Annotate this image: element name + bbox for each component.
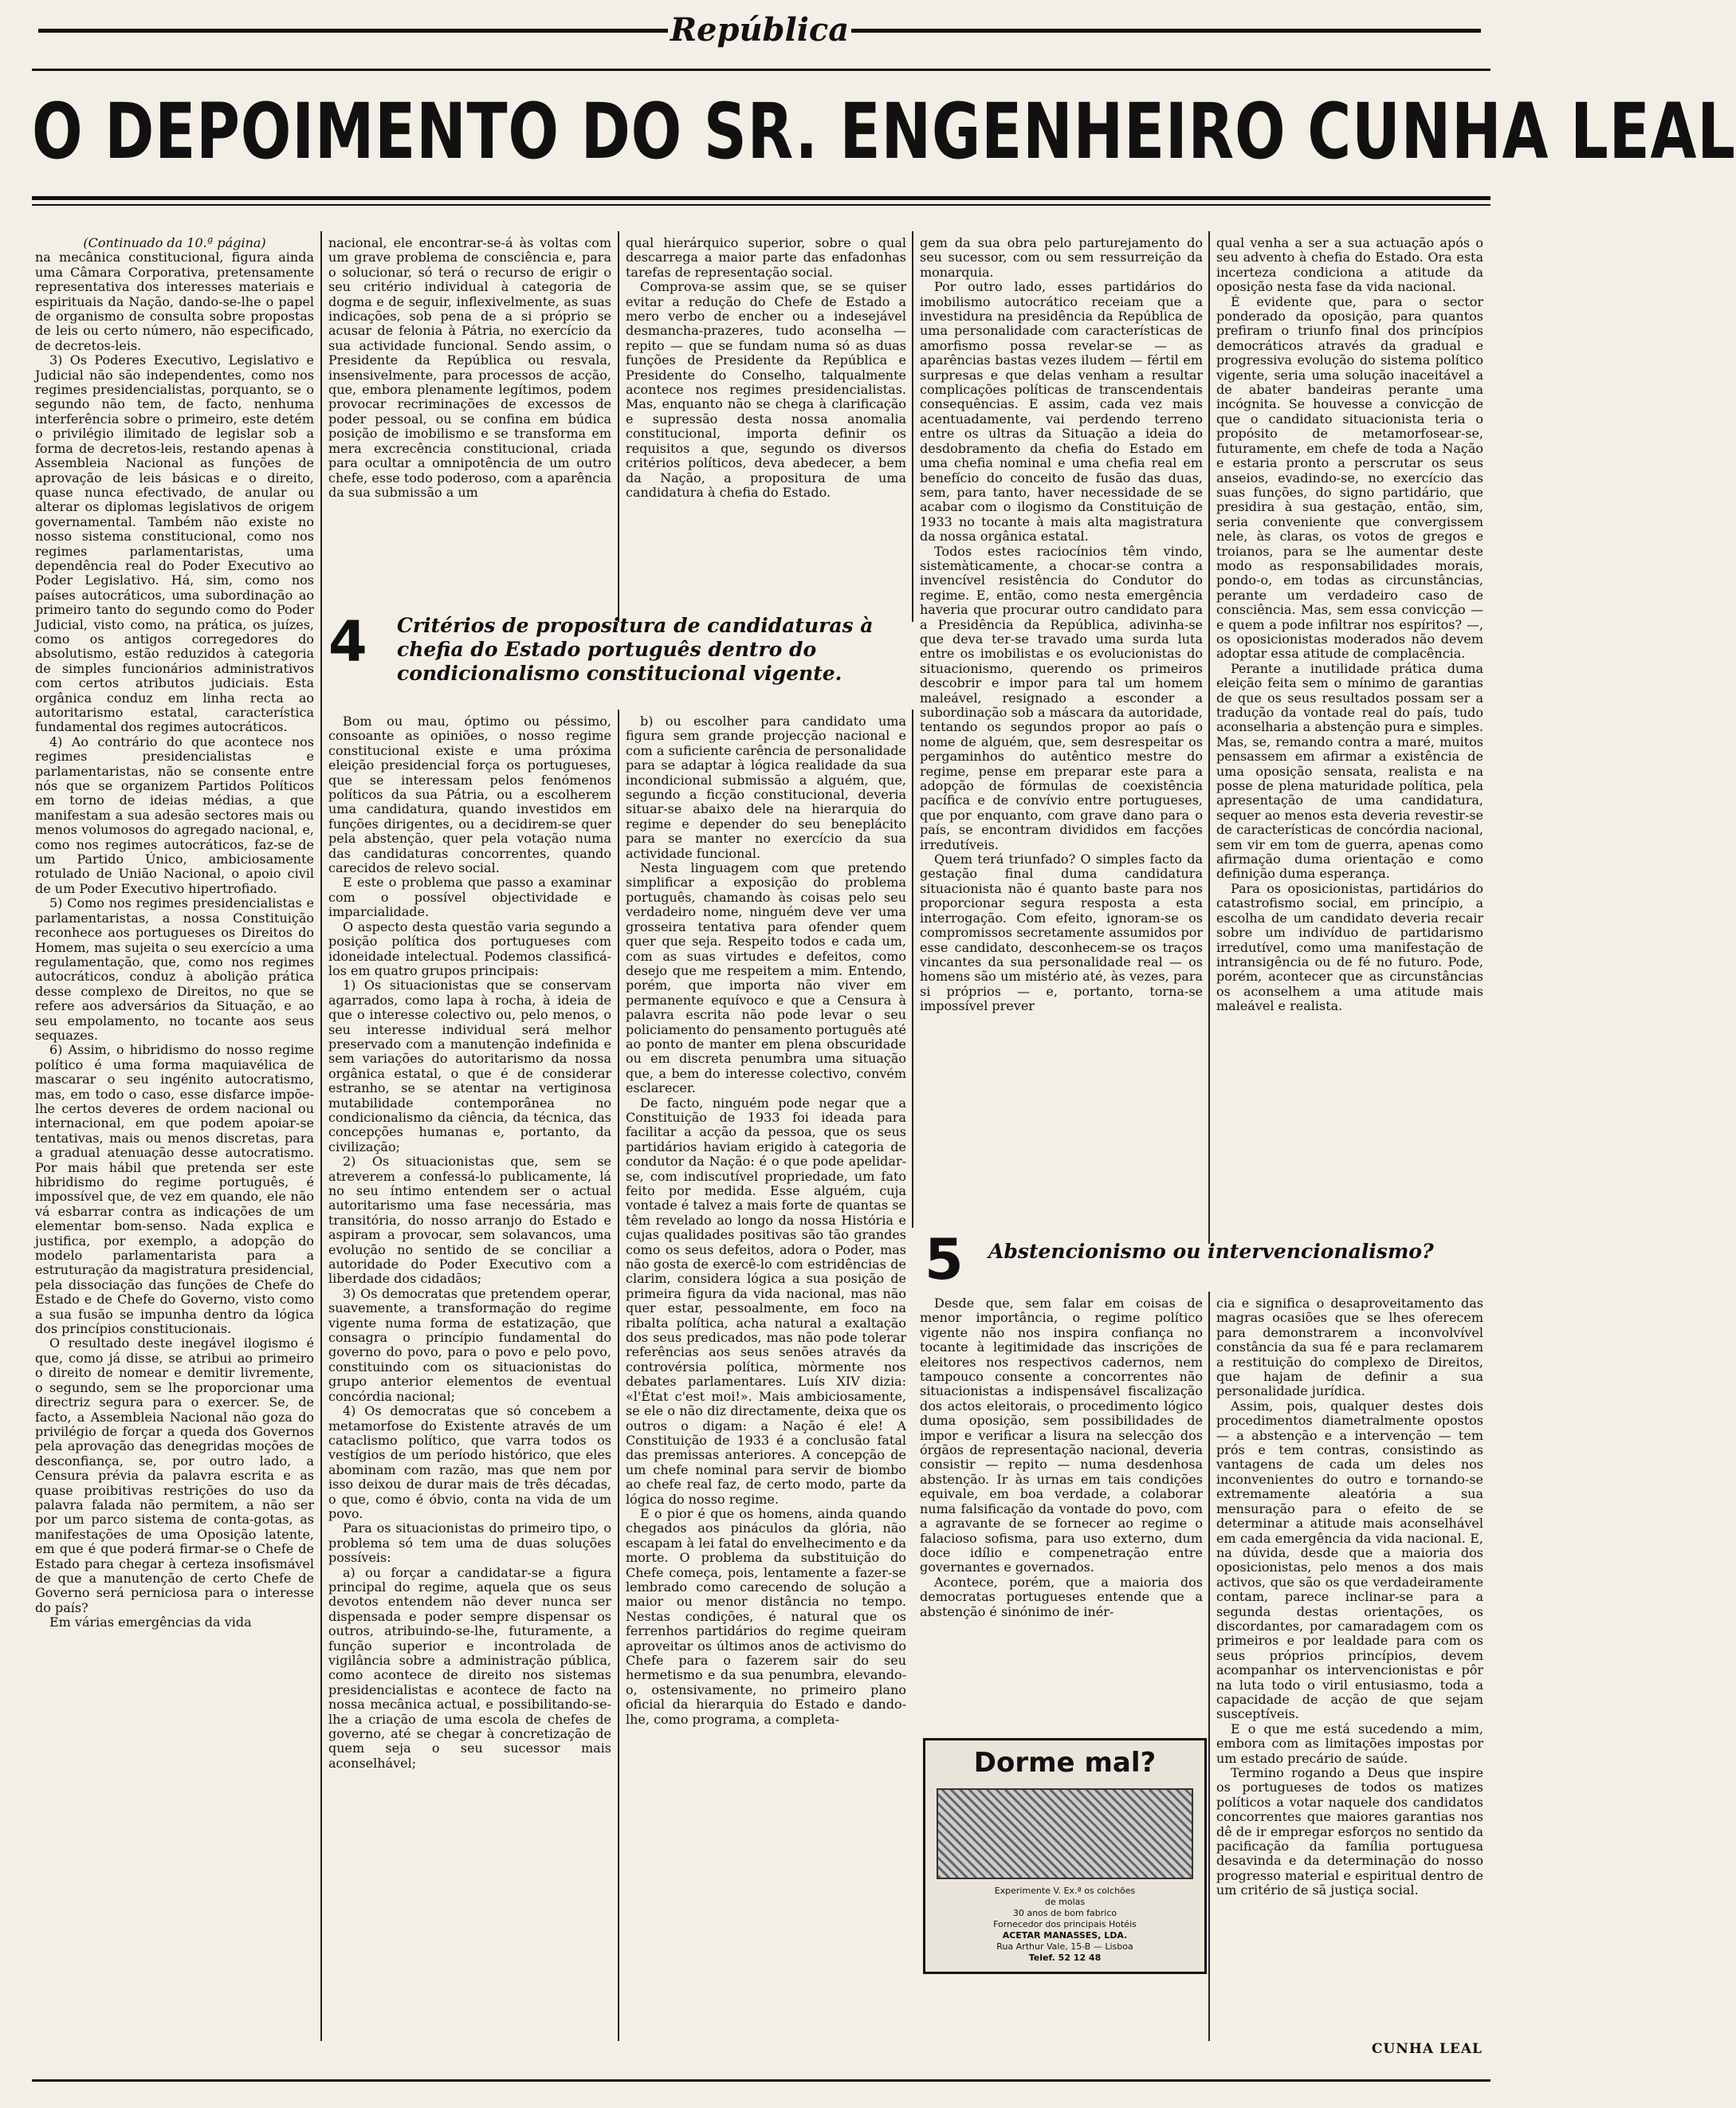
paragraph: 2) Os situacionistas que, sem se atreverem a confessá-lo publicamente, lá no seu íntimo entendem ser o actual autoritarismo uma fase necessária, mas transitória, do nosso arranjo do Estado e aspiram a provocar, sem solavancos, uma evolução no sentido de se conciliar a autoridade do Poder Executivo com a liberdade dos cidadãos; <box>328 1154 611 1287</box>
paragraph: cia e significa o desaproveitamento das magras ocasiões que se lhes oferecem para demonstrarem a inconvolvível constância da sua fé e para reclamarem a restituição do complexo de Direitos, que hajam de definir a sua personalidade jurídica. <box>1216 1296 1483 1399</box>
ad-title: Dorme mal? <box>973 1747 1157 1779</box>
paragraph: Para os oposicionistas, partidários do catastrofismo social, em princípio, a escolha de um candidato deveria recair sobre um indivíduo de partidarismo irredutível, como uma manifestação de intransigência ou de fé no futuro. Pode, porém, acontecer que as circunstâncias os aconselhem a uma atitude mais maleável e realista. <box>1216 880 1483 1014</box>
paragraph: 6) Assim, o hibridismo do nosso regime político é uma forma maquiavélica de mascarar o seu ingénito autocratismo, mas, em todo o caso, esse disfarce impõe-lhe certos deveres de ordem nacional ou internacional, em que podem apoiar-se tentativas, mais ou menos discretas, para a gradual atenuação desse autocratismo. Por mais hábil que pretenda ser este hibridismo do regime português, é impossível que, de vez em quando, ele não vá esbarrar contra as indicações de um elementar bom-senso. Nada explica e justifica, por exemplo, a adopção do modelo parlamentarista para a estruturação da magistratura presidencial, pela dissociação das funções de Chefe do Estado e de Chefe do Governo, visto como a sua fusão se impunha dentro da lógica dos princípios constitucionais. <box>35 1042 314 1337</box>
column-divider <box>1208 622 1210 1244</box>
article-column-2-top <box>328 236 611 623</box>
paragraph: Para os situacionistas do primeiro tipo, o problema só tem uma de duas soluções possíveis: <box>328 1520 611 1566</box>
paragraph: O aspecto desta questão varia segundo a posição política dos portugueses com idoneidade intelectual. Podemos classificá-los em quatro grupos principais: <box>328 918 611 978</box>
headline: O DEPOIMENTO DO SR. ENGENHEIRO CUNHA LEAL <box>32 87 1736 176</box>
paragraph: 4) Os democratas que só concebem a metamorfose do Existente através de um cataclismo político, que varra todos os vestígios de um período histórico, que eles abominam com razão, mas que nem por isso deixou de durar mais de três décadas, o que, como é óbvio, conta na vida de um povo. <box>328 1403 611 1521</box>
article-column-5-top <box>1216 236 1483 1249</box>
ad-line: de molas <box>1044 1897 1086 1907</box>
paragraph: E o que me está sucedendo a mim, embora com as limitações impostas por um estado precário de saúde. <box>1216 1721 1483 1766</box>
paragraph: qual hierárquico superior, sobre o qual descarrega a maior parte das enfadonhas tarefas de representação social. <box>626 235 906 280</box>
article-column-2-mid <box>328 714 611 2038</box>
column-divider <box>320 231 322 2041</box>
masthead-name: República <box>670 11 850 49</box>
ad-address: Rua Arthur Vale, 15-B — Lisboa <box>996 1941 1133 1952</box>
masthead-rule-left <box>38 29 668 33</box>
ad-illustration <box>937 1788 1193 1879</box>
paragraph: E este o problema que passo a examinar com o possível objectividade e imparcialidade. <box>328 875 611 920</box>
section-4-number: 4 <box>328 609 367 674</box>
paragraph: na mecânica constitucional, figura ainda uma Câmara Corporativa, pretensamente representativa dos interesses materiais e espirituais da Nação, dando-se-lhe o papel de organismo de consulta sobre propostas de leis ou certo número, não especificado, de decretos-leis. <box>35 250 314 353</box>
paragraph: 1) Os situacionistas que se conservam agarrados, como lapa à rocha, à ideia de que o interesse colectivo ou, pelo menos, o seu interesse individual será melhor preservado com a manutenção indefinida e sem variações do autoritarismo da nossa orgânica estatal, o que é de considerar estranho, se se atentar na vertiginosa mutabilidade contemporânea no condicionalismo da ciência, da técnica, das concepções humanas e, portanto, da civilização; <box>328 977 611 1154</box>
paragraph: Por outro lado, esses partidários do imobilismo autocrático receiam que a investidura na presidência da República de uma personalidade com características de amorfismo possa revelar-se — as aparências bastas vezes iludem — fértil em surpresas e que delas venham a resultar complicações políticas de transcendentais consequências. E assim, cada vez mais acentuadamente, vai perdendo terreno entre os ultras da Situação a ideia do desdobramento da chefia do Estado em uma chefia nominal e uma chefia real em benefício do conceito de fusão das duas, sem, para tanto, haver necessidade de se acabar com o ilogismo da Constituição de 1933 no tocante à mais alta magistratura da nossa orgânica estatal. <box>920 279 1203 545</box>
continuation-note: (Continuado da 10.ª página) <box>83 235 266 250</box>
paragraph: Termino rogando a Deus que inspire os portugueses de todos os matizes políticos a votar naquele dos candidatos concorrentes que maiores garantias nos dê de ir empregar esforços no sentido da pacificação da família portuguesa desavinda e da determinação do nosso progresso material e espiritual dentro de um critério de sã justiça social. <box>1216 1765 1483 1898</box>
paragraph: Desde que, sem falar em coisas de menor importância, o regime político vigente não nos inspira confiança no tocante à legitimidade das inscrições de eleitores nos respectivos cadernos, nem tampouco consente a concorrentes não situacionistas a indispensável fiscalização dos actos eleitorais, o procedimento lógico duma oposição, sem possibilidades de impor e verificar a lisura na selecção dos órgãos de representação nacional, deveria consistir — repito — numa desdenhosa abstenção. Ir às urnas em tais condições equivale, em boa verdade, a colaborar numa falsificação da vontade do povo, com a agravante de se fornecer ao regime o falacioso sofisma, para uso externo, dum doce idílio e compenetração entre governantes e governados. <box>920 1296 1203 1575</box>
paragraph: 4) Ao contrário do que acontece nos regimes presidencialistas e parlamentaristas, não se consente entre nós que se organizem Partidos Políticos em torno de ideias médias, a que manifestam a sua adesão sectores mais ou menos volumosos do agregado nacional, e, como nos regimes autocráticos, faz-se de um Partido Único, ambiciosamente rotulado de União Nacional, o apoio civil de um Poder Executivo hipertrofiado. <box>35 733 314 896</box>
paragraph: 3) Os democratas que pretendem operar, suavemente, a transformação do regime vigente numa forma de estatização, que consagra o princípio fundamental do governo do povo, para o povo e pelo povo, constituindo com os situacionistas do grupo anterior elementos de eventual concórdia nacional; <box>328 1285 611 1404</box>
page-bottom-rule <box>32 2079 1491 2082</box>
ad-phone: Telef. 52 12 48 <box>1028 1953 1102 1963</box>
article-column-3-mid <box>626 714 906 2038</box>
ad-company: ACETAR MANASSES, LDA. <box>1002 1930 1128 1941</box>
column-divider <box>912 231 913 622</box>
headline-rule-bottom <box>32 196 1491 200</box>
paragraph: Quem terá triunfado? O simples facto da gestação final duma candidatura situacionista não é quanto baste para nos proporcionar segura resposta a esta interrogação. Com efeito, ignoram-se os compromissos secretamente assumidos por esse candidato, desconhecem-se os traços vincantes da sua personalidade real — os homens são um mistério até, às vezes, para si próprios — e, portanto, torna-se impossível prever <box>920 851 1203 1014</box>
paragraph: Nesta linguagem com que pretendo simplificar a exposição do problema português, chamando às coisas pelo seu verdadeiro nome, ninguém deve ver uma grosseira tentativa para ofender quem quer que seja. Respeito todos e cada um, com as suas virtudes e defeitos, como desejo que me respeitem a mim. Entendo, porém, que importa não viver em permanente equívoco e que a Censura à palavra escrita não pode levar o seu policiamento do pensamento português até ao ponto de manter em plena obscuridade ou em discreta penumbra uma situação que, a bem do interesse colectivo, convém esclarecer. <box>626 860 906 1096</box>
ad-line: Experimente V. Ex.ª os colchões <box>994 1886 1136 1896</box>
ad-text <box>933 1886 1196 1964</box>
headline-rule-top <box>32 69 1491 71</box>
mattress-advertisement <box>923 1738 1207 1974</box>
author-signature: CUNHA LEAL <box>1371 2041 1483 2057</box>
article-column-1 <box>35 236 314 2038</box>
paragraph: gem da sua obra pelo parturejamento do seu sucessor, com ou sem ressurreição da monarquia. <box>920 235 1203 280</box>
section-4-title: Critérios de propositura de candidaturas à chefia do Estado português dentro do condicionalismo constitucional vigente. <box>397 614 874 685</box>
column-divider <box>1208 1292 1210 2041</box>
masthead-rule-right <box>851 29 1481 33</box>
paragraph: b) ou escolher para candidato uma figura sem grande projecção nacional e com a suficiente carência de personalidade para se adaptar à lógica realidade da sua incondicional submissão a alguém, que, segundo a ficção constitucional, deveria situar-se abaixo dele na hierarquia do regime e depender do seu beneplácito para se manter no exercício da sua actividade funcional. <box>626 714 906 861</box>
paragraph: Comprova-se assim que, se se quiser evitar a redução do Chefe de Estado a mero verbo de encher ou a indesejável desmancha-prazeres, tudo aconselha — repito — que se fundam numa só as duas funções de Presidente da República e Presidente do Conselho, talqualmente acontece nos regimes presidencialistas. Mas, enquanto não se chega à clarificação e supressão desta nossa anomalia constitucional, importa definir os requisitos a que, segundo os diversos critérios políticos, deva abedecer, a bem da Nação, a propositura de uma candidatura à chefia do Estado. <box>626 279 906 500</box>
section-5-title: Abstencionismo ou intervencionalismo? <box>988 1240 1434 1263</box>
paragraph: De facto, ninguém pode negar que a Constituição de 1933 foi ideada para facilitar a acção da pessoa, que os seus partidários haviam erigido à categoria de condutor da Nação: é o que pode apelidar-se, com indiscutível propriedade, um fato feito por medida. Esse alguém, cuja vontade é talvez a mais forte de quantas se têm revelado ao longo da nossa História e cujas qualidades positivas são tão grandes como os seus defeitos, adora o Poder, mas não gosta de exercê-lo com estridências de clarim, considera lógica a sua posição de primeira figura da vida nacional, mas não quer estar, pessoalmente, em foco na ribalta política, acha natural a exaltação dos seus predicados, mas não pode tolerar referências aos seus senões através da controvérsia política, mòrmente nos debates parlamentares. Luís XIV dizia: «l'État c'est moi!». Mais ambiciosamente, se ele o não diz directamente, deixa que os outros o digam: a Nação é ele! A Constituição de 1933 é a conclusão fatal das premissas anteriores. A concepção de um chefe nominal para servir de biombo ao chefe real faz, de certo modo, parte da lógica do nosso regime. <box>626 1095 906 1507</box>
paragraph: É evidente que, para o sector ponderado da oposição, para quantos prefiram o triunfo final dos princípios democráticos através da gradual e progressiva evolução do sistema político vigente, seria uma solução inaceitável a de abater bandeiras perante uma incógnita. Se houvesse a convicção de que o candidato situacionista teria o propósito de metamorfosear-se, futuramente, em chefe de toda a Nação e estaria pronto a perscrutar os seus anseios, evadindo-se, no exercício das suas funções, do signo partidário, que presidira à sua gestação, então, sim, seria conveniente que convergissem nele, às claras, os votos de gregos e troianos, para se lhe aumentar deste modo as responsabilidades morais, pondo-o, em todas as circunstâncias, perante um verdadeiro caso de consciência. Mas, sem essa convicção — e quem a pode infiltrar nos espíritos? —, os oposicionistas moderados não devem adoptar essa atitude de complacência. <box>1216 293 1483 662</box>
paragraph: Acontece, porém, que a maioria dos democratas portugueses entende que a abstenção é sinónimo de inér- <box>920 1574 1203 1619</box>
headline-rule-bottom-thin <box>32 204 1491 206</box>
article-column-3-top <box>626 236 906 623</box>
paragraph: Assim, pois, qualquer destes dois procedimentos diametralmente opostos — a abstenção e a intervenção — tem prós e tem contras, consistindo as vantagens de cada um deles nos inconvenientes do outro e tornando-se extremamente aleatória a sua mensuração para o efeito de se determinar a atitude mais aconselhável em cada emergência da vida nacional. E, na dúvida, desde que a maioria dos oposicionistas, pelo menos a dos mais activos, que são os que verdadeiramente contam, parece inclinar-se para a segunda destas orientações, os discordantes, por camaradagem com os primeiros e por lealdade para com os seus próprios princípios, devem acompanhar os intervencionistas e pôr na luta todo o viril entusiasmo, toda a capacidade de acção de que sejam susceptíveis. <box>1216 1398 1483 1722</box>
column-divider <box>618 231 619 622</box>
column-divider <box>1208 231 1210 622</box>
ad-line: 30 anos de bom fabrico <box>1012 1908 1117 1918</box>
column-divider <box>912 710 913 1228</box>
paragraph: Todos estes raciocínios têm vindo, sistemàticamente, a chocar-se contra a invencível resistência do Condutor do regime. E, então, como nesta emergência haveria que procurar outro candidato para a Presidência da República, adivinha-se que deva ter-se travado uma surda luta entre os imobilistas e os evolucionistas do situacionismo, querendo os primeiros descobrir e impor para tal um homem maleável, resignado a esconder a subordinação sob a máscara da autoridade, tentando os segundos propor ao país o nome de alguém, que, sem desrespeitar os pergaminhos do autêntico mestre do regime, pense em preparar este para a adopção de fórmulas de coexistência pacífica e de convívio entre portugueses, que por enquanto, com grave dano para o país, se encontram divididos em facções irredutíveis. <box>920 543 1203 852</box>
paragraph: O resultado deste inegável ilogismo é que, como já disse, se atribui ao primeiro o direito de nomear e demitir livremente, o segundo, sem se lhe proporcionar uma directriz segura para o exercer. Se, de facto, a Assembleia Nacional não goza do privilégio de forçar a queda dos Governos pela aprovação das denegridas moções de desconfiança, se, por outro lado, a Censura prévia da palavra escrita e as quase proibitivas restrições do uso da palavra falada não permitem, a não ser por um parco sistema de conta-gotas, as manifestações de uma Oposição latente, em que é que poderá firmar-se o Chefe de Estado para chegar à certeza insofismável de que a manutenção de certo Chefe de Governo será perniciosa para o interesse do país? <box>35 1335 314 1615</box>
column-divider <box>618 710 619 2041</box>
ad-line: Fornecedor dos principais Hotéis <box>993 1919 1137 1929</box>
paragraph: nacional, ele encontrar-se-á às voltas com um grave problema de consciência e, para o solucionar, só terá o recurso de erigir o seu critério individual à categoria de dogma e de seguir, inflexivelmente, as suas indicações, sob pena de a si próprio se acusar de felonia à Pátria, no exercício da sua actividade funcional. Sendo assim, o Presidente da República ou resvala, insensivelmente, para processos de acção, que, embora plenamente legítimos, podem provocar recriminações de excessos de poder pessoal, ou se confina em búdica posição de imobilismo e se transforma em mera excrecência constitucional, criada para ocultar a omnipotência de um outro chefe, esse todo poderoso, com a aparência da sua submissão a um <box>328 235 611 500</box>
paragraph: qual venha a ser a sua actuação após o seu advento à chefia do Estado. Ora esta incerteza condiciona a atitude da oposição nesta fase da vida nacional. <box>1216 235 1483 295</box>
paragraph: 3) Os Poderes Executivo, Legislativo e Judicial não são independentes, como nos regimes presidencialistas, porquanto, se o segundo não tem, de facto, nenhuma interferência sobre o primeiro, este detém o privilégio ilimitado de legislar sob a forma de decretos-leis, restando apenas à Assembleia Nacional as funções de aprovação de leis básicas e o direito, quase nunca efectivado, de anular ou alterar os diplomas legislativos de origem governamental. Também não existe no nosso sistema constitucional, como nos regimes parlamentaristas, uma dependência real do Poder Executivo ao Poder Legislativo. Há, sim, como nos países autocráticos, uma subordinação ao primeiro tanto do segundo como do Poder Judicial, visto como, na prática, os juízes, como os antigos corregedores do absolutismo, estão reduzidos à categoria de simples funcionários administrativos com certos atributos judiciais. Esta orgânica conduz em linha recta ao autoritarismo estatal, característica fundamental dos regimes autocráticos. <box>35 352 314 735</box>
paragraph: a) ou forçar a candidatar-se a figura principal do regime, aquela que os seus devotos entendem não dever nunca ser dispensada e poder sempre dispensar os outros, atribuindo-se-lhe, futuramente, a função superior e incontrolada de vigilância sobre a administração pública, como acontece de direito nos sistemas presidencialistas e acontece de facto na nossa mecânica actual, e possibilitando-se-lhe a criação de uma escola de chefes de governo, até se chegar à concretização de quem seja o seu sucessor mais aconselhável; <box>328 1564 611 1771</box>
masthead <box>0 11 1514 51</box>
article-column-4-bottom <box>920 1296 1203 1727</box>
paragraph: Bom ou mau, óptimo ou péssimo, consoante as opiniões, o nosso regime constitucional existe e uma próxima eleição presidencial força os portugueses, que se interessam pelos fenómenos políticos da sua Pátria, ou a escolherem uma candidatura, quando investidos em funções dirigentes, ou a decidirem-se quer pela abstenção, quer pela votação numa das candidaturas concorrentes, quando carecidos de relevo social. <box>328 714 611 876</box>
paragraph: Em várias emergências da vida <box>49 1614 252 1630</box>
paragraph: E o pior é que os homens, ainda quando chegados aos pináculos da glória, não escapam à lei fatal do envelhecimento e da morte. O problema da substituição do Chefe começa, pois, lentamente a fazer-se lembrado como carecendo de solução a maior ou menor distância no tempo. Nestas condições, é natural que os ferrenhos partidários do regime queiram aproveitar os últimos anos de activismo do Chefe para o fazerem sair do seu hermetismo e da sua penumbra, elevando-o, ostensivamente, no primeiro plano oficial da hierarquia do Estado e dando-lhe, como programa, a completa- <box>626 1505 906 1727</box>
article-column-4-top <box>920 236 1203 1217</box>
article-column-5-bottom <box>1216 1296 1483 2038</box>
paragraph: 5) Como nos regimes presidencialistas e parlamentaristas, a nossa Constituição reconhece aos portugueses os Direitos do Homem, mas sujeita o seu exercício a uma regulamentação, que, como nos regimes autocráticos, conduz à abolição prática desse complexo de Direitos, no que se refere aos adversários da Situação, e ao seu empolamento, no tocante aos seus sequazes. <box>35 895 314 1043</box>
paragraph: Perante a inutilidade prática duma eleição feita sem o mínimo de garantias de que os seus resultados possam ser a tradução da vontade real do país, tudo aconselharia a abstenção pura e simples. Mas, se, remando contra a maré, muitos pensassem em afirmar a existência de uma oposição sensata, realista e na posse de plena maturidade política, pela apresentação de uma candidatura, sequer ao menos esta deveria revestir-se de características de concórdia nacional, sem vir em tom de guerra, apenas como afirmação duma orientação e como definição duma esperança. <box>1216 660 1483 882</box>
section-5-number: 5 <box>925 1227 964 1292</box>
